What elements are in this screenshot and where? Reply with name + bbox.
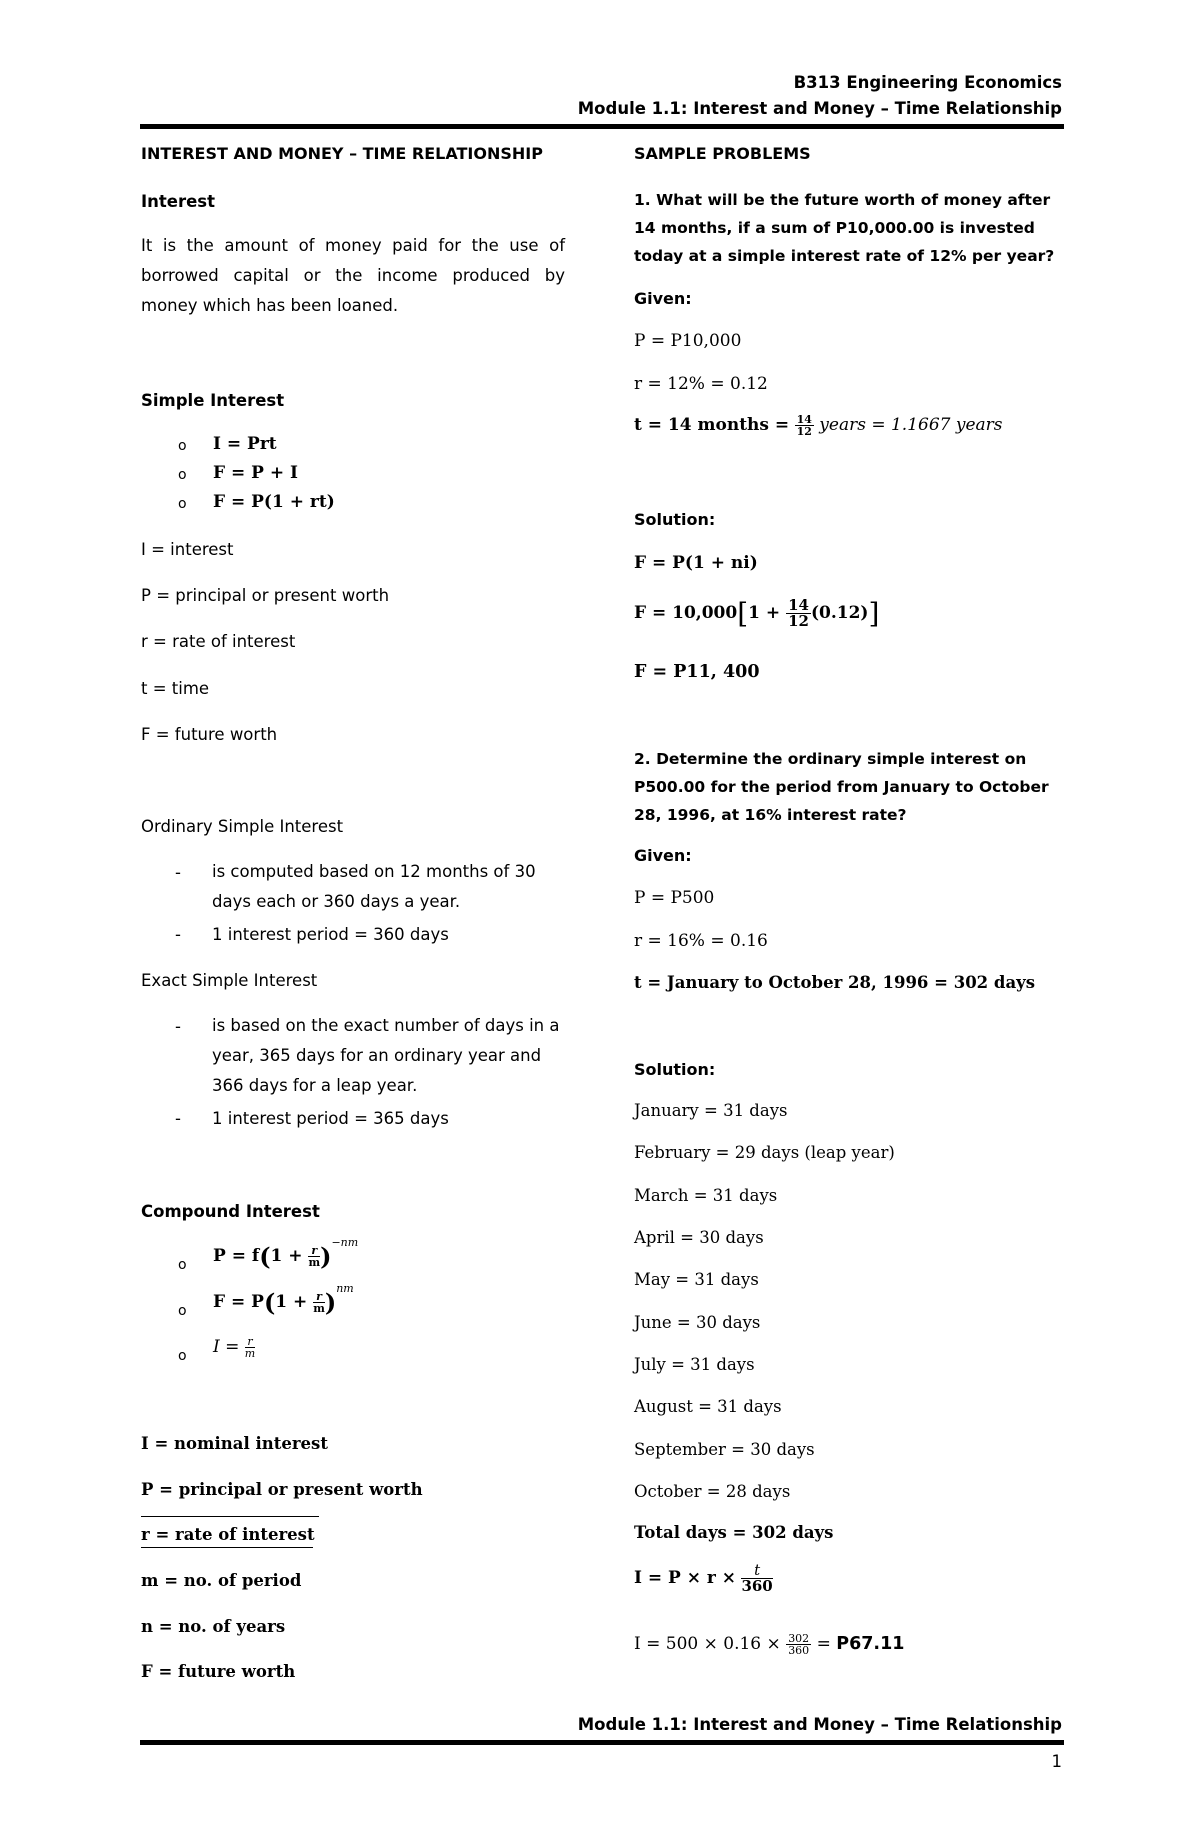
sample-problems-title: SAMPLE PROBLEMS [634, 144, 811, 163]
exact-bullet-1: is based on the exact number of days in a year, 365 days for an ordinary year and 366 days for a leap year. [212, 1016, 560, 1095]
problem-2-solution-label: Solution: [634, 1060, 716, 1079]
compound-def-years: n = no. of years [141, 1617, 286, 1636]
ordinary-heading: Ordinary Simple Interest [141, 817, 344, 836]
page-number: 1 [1051, 1752, 1062, 1771]
problem-2-calculation: I = 500 × 0.16 × $\frac{302}{360}$ = P67.11 [634, 1632, 905, 1657]
problem-1-given-label: Given: [634, 289, 692, 308]
header-module: Module 1.1: Interest and Money – Time Relationship [577, 99, 1062, 118]
problem-2-given-r: r = 16% = 0.16 [634, 931, 768, 951]
problem-2-given-label: Given: [634, 846, 692, 865]
footer-module: Module 1.1: Interest and Money – Time Relationship [577, 1715, 1062, 1734]
footer-rule [140, 1740, 1064, 1745]
simple-interest-heading: Simple Interest [141, 391, 285, 410]
month-row: February = 29 days (leap year) [634, 1143, 895, 1162]
ordinary-bullet-1: is computed based on 12 months of 30 days each or 360 days a year. [212, 862, 536, 911]
compound-formula-2: F = P(1 + $\frac{r}{m}$ )$^{nm}$ [213, 1282, 354, 1317]
month-row: September = 30 days [634, 1440, 815, 1459]
compound-heading: Compound Interest [141, 1202, 320, 1221]
problem-1-given-p: P = P10,000 [634, 331, 742, 351]
exact-bullet-2: 1 interest period = 365 days [212, 1109, 449, 1128]
dash-marker: - [175, 925, 181, 944]
simple-formula-3: F = P(1 + rt) [213, 492, 335, 512]
bullet-marker: o [178, 1303, 187, 1319]
compound-def-period: m = no. of period [141, 1571, 302, 1590]
simple-formula-1: I = Prt [213, 434, 277, 454]
month-row: January = 31 days [634, 1101, 788, 1120]
def-interest: I = interest [141, 540, 234, 559]
problem-1-step-2: F = 10,000[1 + $\frac{14}{12}$ (0.12)] [634, 596, 880, 630]
month-row: August = 31 days [634, 1397, 782, 1416]
compound-formula-3: I = $\frac{r}{m}$ [213, 1335, 256, 1360]
month-row: June = 30 days [634, 1313, 761, 1332]
compound-def-nominal: I = nominal interest [141, 1434, 328, 1453]
dash-marker: - [175, 863, 181, 882]
dash-marker: - [175, 1109, 181, 1128]
month-row: April = 30 days [634, 1228, 764, 1247]
dash-marker: - [175, 1017, 181, 1036]
bullet-marker: o [178, 1257, 187, 1273]
problem-2-formula: I = P × r × $\frac{t}{360}$ [634, 1561, 773, 1595]
simple-formula-2: F = P + I [213, 463, 298, 483]
def-rate: r = rate of interest [141, 632, 296, 651]
problem-2-given-p: P = P500 [634, 888, 715, 908]
interest-heading: Interest [141, 192, 216, 211]
bullet-marker: o [178, 1348, 187, 1364]
ordinary-bullet-2: 1 interest period = 360 days [212, 925, 449, 944]
header-rule [140, 124, 1064, 129]
exact-heading: Exact Simple Interest [141, 971, 318, 990]
bullet-marker: o [178, 496, 187, 512]
month-row: July = 31 days [634, 1355, 755, 1374]
month-row: October = 28 days [634, 1482, 791, 1501]
compound-def-rate: r = rate of interest [141, 1525, 315, 1544]
total-days-row: Total days = 302 days [634, 1523, 834, 1542]
problem-2-answer: P67.11 [836, 1634, 905, 1654]
problem-2-given-t: t = January to October 28, 1996 = 302 days [634, 973, 1036, 992]
interest-definition: It is the amount of money paid for the use of borrowed capital or the income produced by money which has been loaned. [141, 236, 565, 315]
problem-1-answer: F = P11, 400 [634, 662, 760, 682]
problem-1-question: 1. What will be the future worth of money after 14 months, if a sum of P10,000.00 is invested today at a simple interest rate of 12% per year? [634, 191, 1055, 265]
compound-def-future: F = future worth [141, 1662, 296, 1681]
bullet-marker: o [178, 467, 187, 483]
divider-line [141, 1516, 319, 1517]
problem-1-given-t: t = 14 months = $\frac{14}{12}$ years = 1.1667 years [634, 413, 1003, 438]
header-course: B313 Engineering Economics [793, 73, 1062, 92]
problem-2-question: 2. Determine the ordinary simple interest on P500.00 for the period from January to October 28, 1996, at 16% interest rate? [634, 750, 1049, 824]
problem-1-step-1: F = P(1 + ni) [634, 553, 758, 573]
def-future-worth: F = future worth [141, 725, 278, 744]
main-title: INTEREST AND MONEY – TIME RELATIONSHIP [141, 144, 543, 163]
month-row: May = 31 days [634, 1270, 759, 1289]
divider-line [141, 1547, 313, 1548]
problem-1-given-r: r = 12% = 0.12 [634, 374, 768, 394]
compound-formula-1: P = f(1 + $\frac{r}{m}$ )$^{-nm}$ [213, 1236, 359, 1271]
bullet-marker: o [178, 438, 187, 454]
problem-1-solution-label: Solution: [634, 510, 716, 529]
month-row: March = 31 days [634, 1186, 778, 1205]
def-time: t = time [141, 679, 210, 698]
compound-def-principal: P = principal or present worth [141, 1480, 423, 1499]
def-principal: P = principal or present worth [141, 586, 390, 605]
